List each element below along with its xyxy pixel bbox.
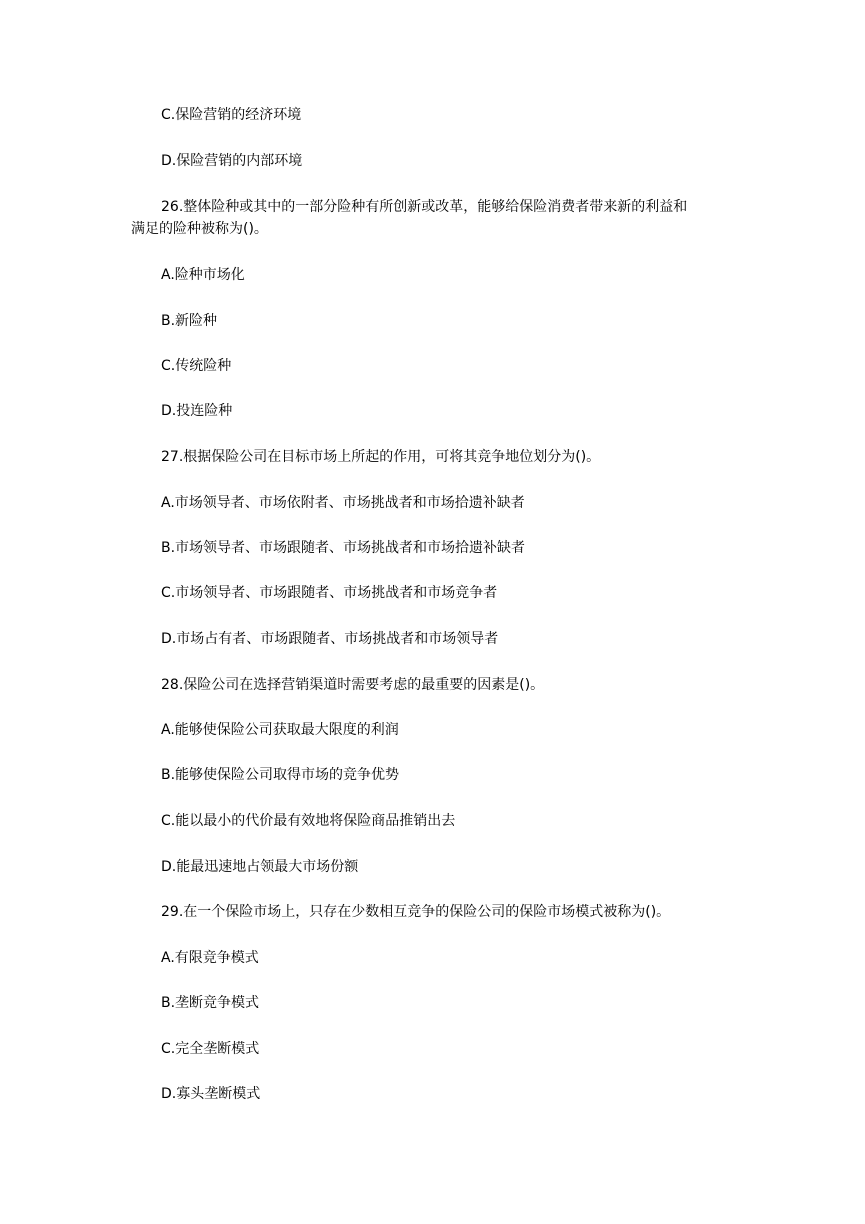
option-d-q28: D.能最迅速地占领最大市场份额 <box>161 859 359 875</box>
option-c-q28: C.能以最小的代价最有效地将保险商品推销出去 <box>161 813 456 829</box>
option-d-q25: D.保险营销的内部环境 <box>161 153 303 169</box>
option-b-q27: B.市场领导者、市场跟随者、市场挑战者和市场拾遗补缺者 <box>161 540 526 556</box>
option-d-q27: D.市场占有者、市场跟随者、市场挑战者和市场领导者 <box>161 631 499 647</box>
option-a-q26: A.险种市场化 <box>161 267 245 283</box>
option-d-q26: D.投连险种 <box>161 403 233 419</box>
option-c-q29: C.完全垄断模式 <box>161 1041 260 1057</box>
option-a-q29: A.有限竞争模式 <box>161 950 259 966</box>
question-26-line-1: 26.整体险种或其中的一部分险种有所创新或改革，能够给保险消费者带来新的利益和 <box>161 199 688 215</box>
question-27: 27.根据保险公司在目标市场上所起的作用，可将其竞争地位划分为()。 <box>161 449 601 465</box>
option-a-q28: A.能够使保险公司获取最大限度的利润 <box>161 722 399 738</box>
option-b-q26: B.新险种 <box>161 313 218 329</box>
question-28: 28.保险公司在选择营销渠道时需要考虑的最重要的因素是()。 <box>161 677 545 693</box>
option-c-q25: C.保险营销的经济环境 <box>161 107 302 123</box>
option-b-q28: B.能够使保险公司取得市场的竞争优势 <box>161 767 400 783</box>
option-a-q27: A.市场领导者、市场依附者、市场挑战者和市场拾遗补缺者 <box>161 495 525 511</box>
option-c-q26: C.传统险种 <box>161 358 232 374</box>
option-b-q29: B.垄断竞争模式 <box>161 995 260 1011</box>
question-29: 29.在一个保险市场上，只存在少数相互竞争的保险公司的保险市场模式被称为()。 <box>161 904 671 920</box>
option-c-q27: C.市场领导者、市场跟随者、市场挑战者和市场竞争者 <box>161 585 498 601</box>
option-d-q29: D.寡头垄断模式 <box>161 1086 261 1102</box>
question-26-line-2: 满足的险种被称为()。 <box>131 221 268 237</box>
